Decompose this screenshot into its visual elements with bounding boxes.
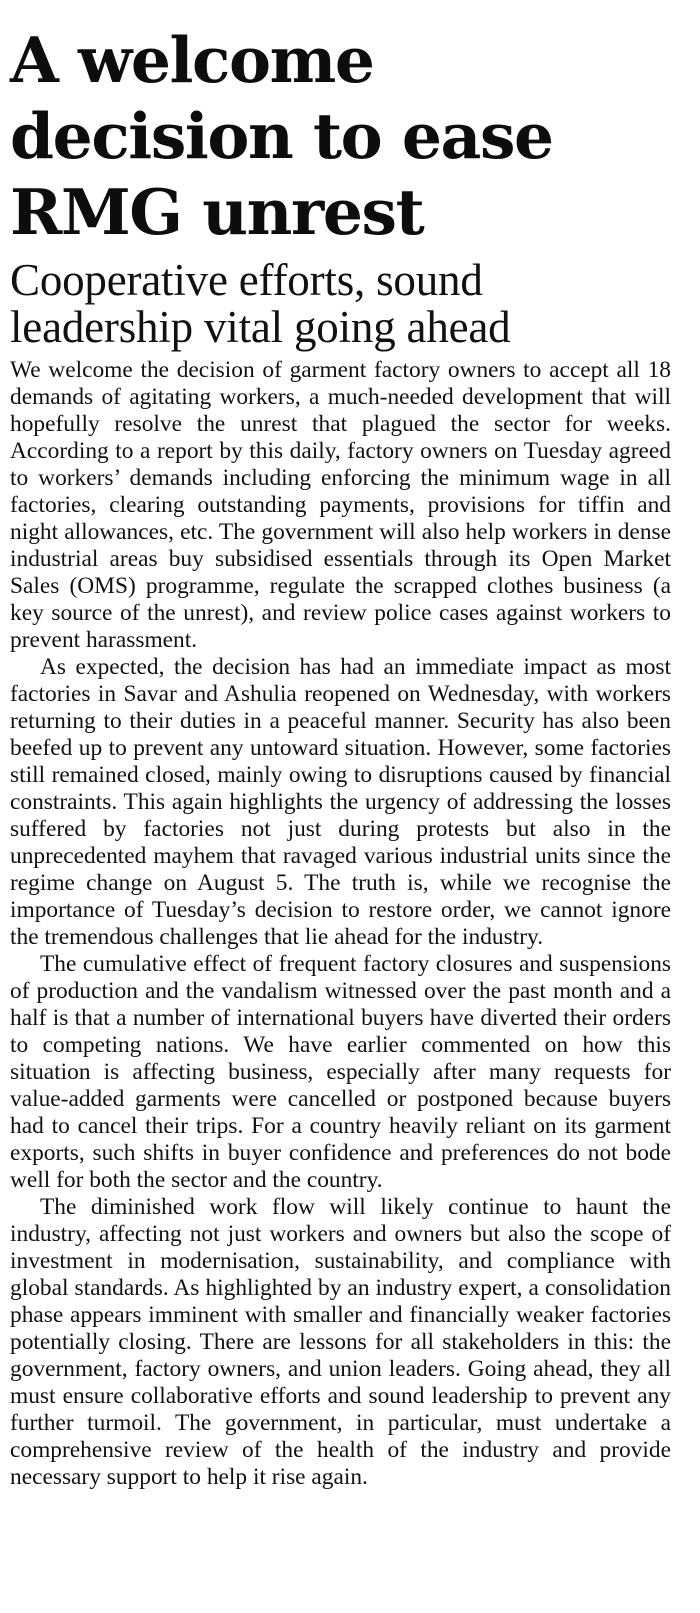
article-paragraph-1: We welcome the decision of garment factory owners to accept all 18 demands of agitating workers, a much-needed development that will hopefully resolve the unrest that plagued the sector for weeks. According to a report by this daily, factory owners on Tuesday agreed to workers’ demands including enforcing the minimum wage in all factories, clearing outstanding payments, provisions for tiffin and night allowances, etc. The government will also help workers in dense industrial areas buy subsidised essentials through its Open Market Sales (OMS) programme, regulate the scrapped clothes business (a key source of the unrest), and review police cases against workers to prevent harassment. [10, 357, 671, 653]
article-subheadline: Cooperative efforts, sound leadership vital going ahead [10, 255, 511, 352]
article-paragraph-4: The diminished work flow will likely continue to haunt the industry, affecting not just workers and owners but also the scope of investment in modernisation, sustainability, and compliance with global standards. As highlighted by an industry expert, a consolidation phase appears imminent with smaller and financially weaker factories potentially closing. There are lessons for all stakeholders in this: the government, factory owners, and union leaders. Going ahead, they all must ensure collaborative efforts and sound leadership to prevent any further turmoil. The government, in particular, must undertake a comprehensive review of the health of the industry and provide necessary support to help it rise again. [10, 1194, 671, 1490]
article-paragraph-3: The cumulative effect of frequent factory closures and suspensions of production and the vandalism witnessed over the past month and a half is that a number of international buyers have diverted their orders to competing nations. We have earlier commented on how this situation is affecting business, especially after many requests for value-added garments were cancelled or postponed because buyers had to cancel their trips. For a country heavily reliant on its garment exports, such shifts in buyer confidence and preferences do not bode well for both the sector and the country. [10, 951, 671, 1193]
article-paragraph-2: As expected, the decision has had an immediate impact as most factories in Savar and Ashulia reopened on Wednesday, with workers returning to their duties in a peaceful manner. Security has also been beefed up to prevent any untoward situation. However, some factories still remained closed, mainly owing to disruptions caused by financial constraints. This again highlights the urgency of addressing the losses suffered by factories not just during protests but also in the unprecedented mayhem that ravaged various industrial units since the regime change on August 5. The truth is, while we recognise the importance of Tuesday’s decision to restore order, we cannot ignore the tremendous challenges that lie ahead for the industry. [10, 654, 671, 950]
editorial-article [10, 22, 671, 1491]
article-body [10, 357, 671, 1491]
article-headline: A welcome decision to ease RMG unrest [10, 23, 553, 249]
